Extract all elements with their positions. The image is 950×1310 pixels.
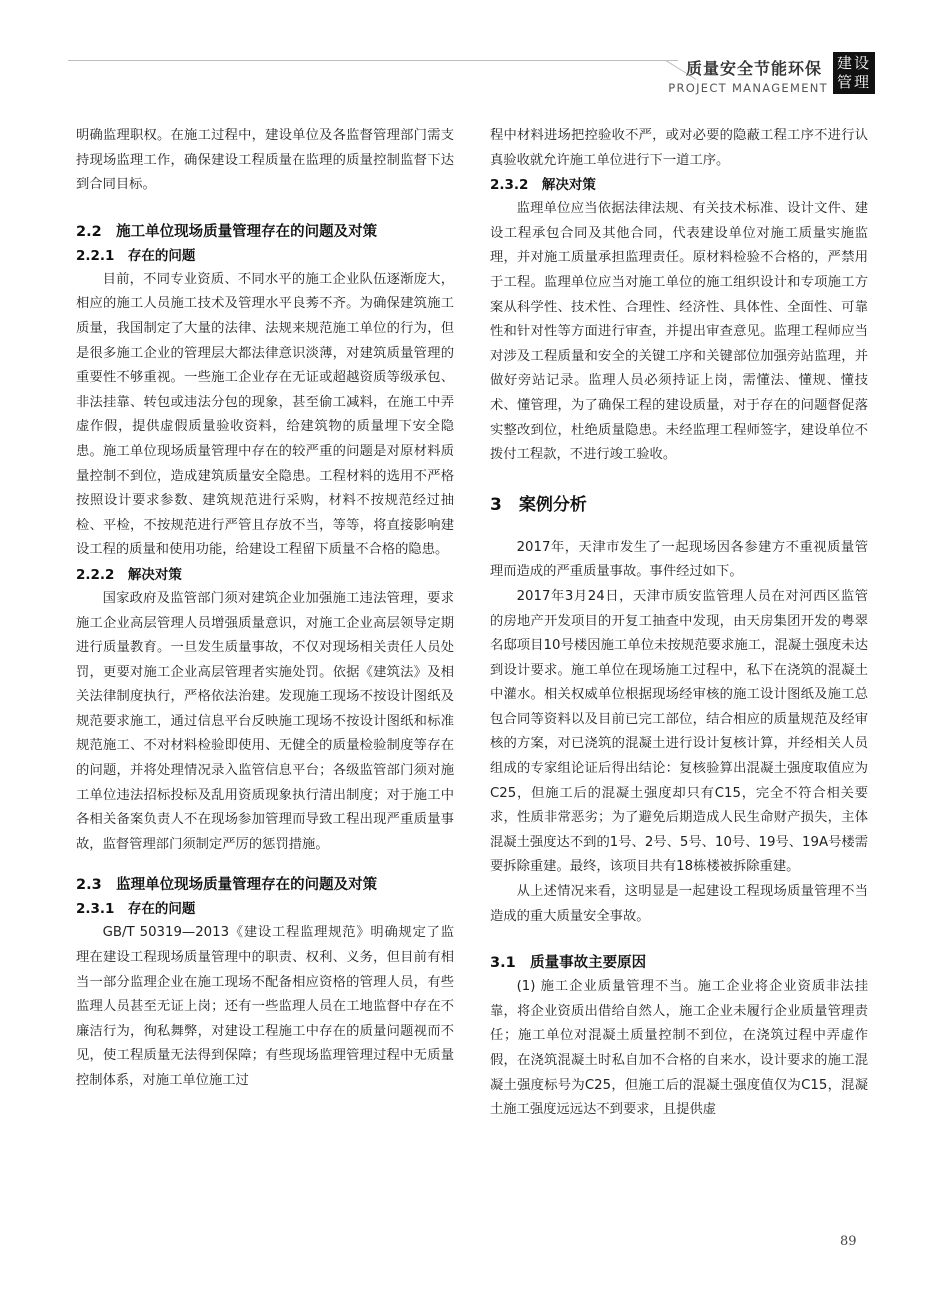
paragraph: 从上述情况来看，这明显是一起建设工程现场质量管理不当造成的重大质量安全事故。 — [490, 884, 868, 924]
paragraph: 2017年3月24日，天津市质安监管理人员在对河西区监管的房地产开发项目的开复工抽查中发现，由天房集团开发的粤翠名邸项目10号楼因施工单位未按规范要求施工，混凝土强度未达到设计要求。施工单位在现场施工过程中，私下在浇筑的混凝土中灌水。相关权威单位根据现场经审核的施工设计图纸及施工总包合同等资料以及目前已完工部位，结合相应的质量规范及经审核的方案，对已浇筑的混凝土进行设计复核计算，并经相关人员组成的专家组论证后得出结论：复核验算出混凝土强度取值应为C25，但施工后的混凝土强度却只有C15，完全不符合相关要求，性质非常恶劣；为了避免后期造成人民生命财产损失，主体混凝土强度达不到的1号、2号、5号、10号、19号、19A号楼需要拆除重建。最终，该项目共有18栋楼被拆除重建。 — [490, 588, 868, 875]
page-number: 89 — [840, 1234, 857, 1249]
paragraph: 目前，不同专业资质、不同水平的施工企业队伍逐渐庞大，相应的施工人员施工技术及管理水平良莠不齐。为确保建筑施工质量，我国制定了大量的法律、法规来规范施工单位的行为，但是很多施工企业的管理层大都法律意识淡薄，对建筑质量管理的重要性不够重视。一些施工企业存在无证或超越资质等级承包、非法挂靠、转包或违法分包的现象，甚至偷工减料，在施工中弄虚作假，提供虚假质量验收资料，给建筑物的质量埋下安全隐患。施工单位现场质量管理中存在的较严重的问题是对原材料质量控制不到位，造成建筑质量安全隐患。工程材料的选用不严格按照设计要求参数、建筑规范进行采购，材料不按规范经过抽检、平检，不按规范进行严管且存放不当，等等，将直接影响建设工程的质量和使用功能，给建设工程留下质量不合格的隐患。 — [76, 271, 454, 558]
heading-2-2-1: 2.2.1 存在的问题 — [76, 247, 196, 264]
paragraph: (1) 施工企业质量管理不当。施工企业将企业资质非法挂靠，将企业资质出借给自然人，施工企业未履行企业质量管理责任；施工单位对混凝土质量控制不到位，在浇筑过程中弄虚作假，在浇筑混凝土时私自加不合格的自来水，设计要求的施工混凝土强度标号为C25，但施工后的混凝土强度值仅为C15，混凝土施工强度远远达不到要求，且提供虚 — [490, 979, 868, 1118]
header-rule — [68, 60, 678, 61]
heading-2-3-1: 2.3.1 存在的问题 — [76, 901, 196, 918]
paragraph: 2017年，天津市发生了一起现场因各参建方不重视质量管理而造成的严重质量事故。事件经过如下。 — [490, 539, 868, 580]
paragraph: 国家政府及监管部门须对建筑企业加强施工违法管理，要求施工企业高层管理人员增强质量意识，对施工企业高层领导定期进行质量教育。一旦发生质量事故，不仅对现场相关责任人员处罚，更要对施工企业高层管理者实施处罚。依据《建筑法》及相关法律制度执行，严格依法治建。发现施工现场不按设计图纸及规范要求施工，通过信息平台反映施工现场不按设计图纸和标准规范施工、不对材料检验即使用、无健全的质量检验制度等存在的问题，并将处理情况录入监管信息平台；各级监管部门须对施工单位违法招标投标及乱用资质现象执行清出制度；对于施工中各相关备案负责人不在现场参加管理而导致工程出现严重质量事故，监督管理部门须制定严厉的惩罚措施。 — [76, 590, 454, 852]
section-title: 质量安全节能环保 — [685, 59, 822, 78]
heading-2-3: 2.3 监理单位现场质量管理存在的问题及对策 — [76, 877, 378, 894]
paragraph: 程中材料进场把控验收不严，或对必要的隐蔽工程工序不进行认真验收就允许施工单位进行下一道工序。 — [490, 128, 868, 168]
paragraph: 监理单位应当依据法律法规、有关技术标准、设计文件、建设工程承包合同及其他合同，代表建设单位对施工质量实施监理，并对施工质量承担监理责任。原材料检验不合格的，严禁用于工程。监理单位应当对施工单位的施工组织设计和专项施工方案从科学性、技术性、合理性、经济性、具体性、全面性、可靠性和针对性等方面进行审查，并提出审查意见。监理工程师应当对涉及工程质量和安全的关键工序和关键部位加强旁站监理，并做好旁站记录。监理人员必须持证上岗，需懂法、懂规、懂技术、懂管理，为了确保工程的建设质量，对于存在的问题督促落实整改到位，杜绝质量隐患。未经监理工程师签字，建设单位不拨付工程款，不进行竣工验收。 — [490, 201, 868, 463]
heading-2-3-2: 2.3.2 解决对策 — [490, 177, 596, 194]
heading-2-2: 2.2 施工单位现场质量管理存在的问题及对策 — [76, 223, 378, 240]
paragraph: GB/T 50319—2013《建设工程监理规范》明确规定了监理在建设工程现场质量管理中的职责、权利、义务，但目前有相当一部分监理企业在施工现场不配备相应资格的管理人员，有些监理人员甚至无证上岗；还有一些监理人员在工地监督中存在不廉洁行为，徇私舞弊，对建设工程施工中存在的质量问题视而不见，使工程质量无法得到保障；有些现场监理管理过程中无质量控制体系，对施工单位施工过 — [76, 925, 454, 1088]
heading-3-1: 3.1 质量事故主要原因 — [490, 955, 647, 972]
logo-line-1: 建设 — [836, 54, 871, 72]
heading-2-2-2: 2.2.2 解决对策 — [76, 566, 182, 583]
left-column — [76, 124, 454, 1094]
paragraph: 明确监理职权。在施工过程中，建设单位及各监督管理部门需支持现场监理工作，确保建设工程质量在监理的质量控制监督下达到合同目标。 — [76, 128, 454, 193]
section-subtitle: PROJECT MANAGEMENT — [668, 81, 828, 95]
magazine-logo — [833, 52, 875, 94]
logo-line-2: 管理 — [836, 73, 871, 91]
heading-3: 3 案例分析 — [490, 494, 587, 515]
right-column — [490, 124, 868, 1123]
